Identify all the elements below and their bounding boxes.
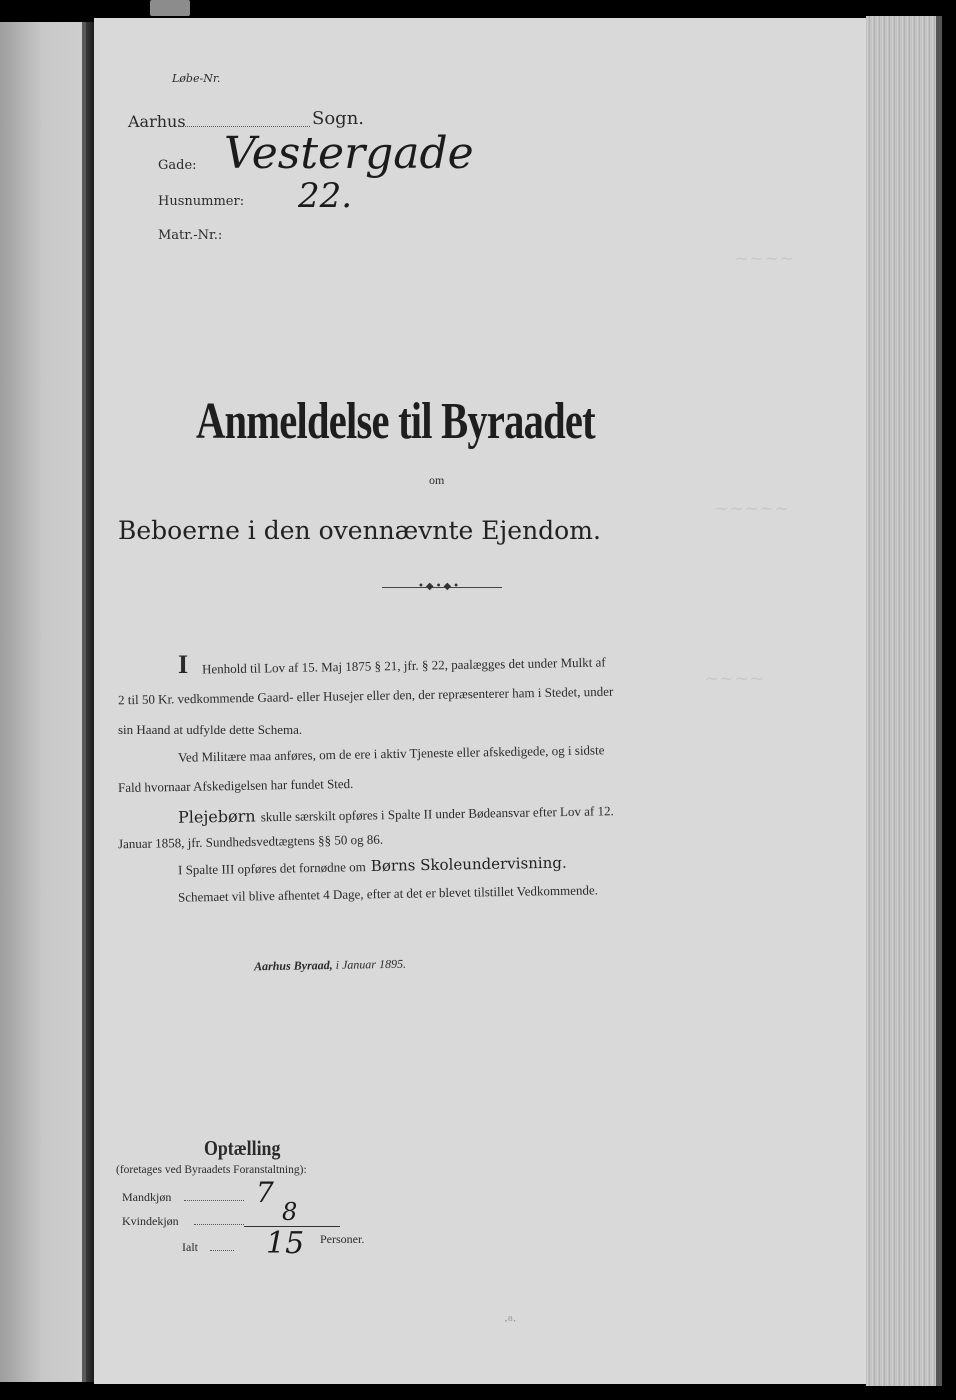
document-subtitle: Beboerne i den ovennævnte Ejendom.: [118, 516, 601, 545]
women-label: Kvindekjøn: [122, 1214, 179, 1228]
count-heading: Optælling: [204, 1136, 281, 1160]
men-dotted-line: [184, 1200, 244, 1201]
schooling-lead: Børns Skoleundervisning.: [370, 853, 567, 876]
page-stack-shadow: [936, 16, 942, 1386]
paragraph-initial: I: [178, 650, 189, 679]
page-stack-edge: [866, 16, 936, 1386]
house-number-handwritten-value: 22.: [298, 176, 353, 216]
parish-dotted-line: [178, 126, 310, 127]
bleed-through-mark: ~~~~~: [714, 498, 790, 519]
paragraph-4-line-1: [178, 853, 567, 879]
binding-clip: [150, 0, 190, 16]
book-gutter: [86, 22, 94, 1382]
street-handwritten-value: Vestergade: [224, 128, 474, 179]
matr-nr-label: Matr.-Nr.:: [158, 228, 223, 243]
paragraph-1-line-1: Henhold til Lov af 15. Maj 1875 § 21, jfr. § 22, paalægges det under Mulkt af: [201, 654, 606, 677]
parish-suffix: Sogn.: [312, 108, 365, 129]
persons-label: Personer.: [320, 1232, 365, 1246]
paragraph-4-text: I Spalte III opføres det fornødne om: [177, 859, 366, 878]
men-handwritten-value: 7: [256, 1176, 274, 1209]
paragraph-3-line-1: [178, 800, 614, 827]
left-page: [0, 22, 86, 1382]
paragraph-5-line-1: Schemaet vil blive afhentet 4 Dage, efter at det er blevet tilstillet Vedkommende.: [177, 882, 599, 905]
signature-org: Aarhus Byraad,: [253, 957, 333, 974]
house-number-label: Husnummer:: [158, 194, 245, 209]
parish-prefix: Aarhus: [128, 112, 186, 131]
men-label: Mandkjøn: [122, 1190, 172, 1204]
document-title: Anmeldelse til Byraadet: [196, 393, 595, 450]
street-label: Gade:: [158, 158, 197, 173]
paragraph-2-line-2: Fald hvornaar Afskedigelsen har fundet Sted.: [117, 775, 354, 796]
count-subheading: (foretages ved Byraadets Foranstaltning):: [116, 1164, 307, 1176]
women-dotted-line: [194, 1224, 244, 1225]
stray-mark: ·⁸·: [504, 1314, 517, 1328]
lobe-nr-label: Løbe-Nr.: [172, 72, 221, 85]
document-page: [94, 18, 866, 1384]
signature-line: [254, 957, 406, 975]
paragraph-3-line-2: Januar 1858, jfr. Sundhedsvedtægtens §§ 50 og 86.: [117, 831, 384, 852]
ornament-dots: •◆•◆•: [418, 581, 462, 592]
signature-date: i Januar 1895.: [335, 956, 407, 972]
women-handwritten-value: 8: [282, 1198, 298, 1226]
paragraph-1-line-2: 2 til 50 Kr. vedkommende Gaard- eller Husejer eller den, der repræsenterer ham i Stedet, under: [117, 683, 614, 708]
total-label: Ialt: [182, 1240, 198, 1254]
paragraph-1-line-3: sin Haand at udfylde dette Schema.: [118, 722, 303, 737]
total-dotted-line: [210, 1250, 234, 1251]
paragraph-3-text: skulle særskilt opføres i Spalte II under Bødeansvar efter Lov af 12.: [260, 803, 614, 825]
foster-children-lead: Plejebørn: [177, 806, 256, 827]
total-handwritten-value: 15: [266, 1226, 305, 1261]
bleed-through-mark: ~~~~: [734, 248, 795, 269]
bleed-through-mark: ~~~~: [704, 668, 765, 689]
paragraph-2-line-1: Ved Militære maa anføres, om de ere i aktiv Tjeneste eller afskedigede, og i sidste: [177, 742, 605, 765]
title-connector: om: [429, 473, 445, 487]
